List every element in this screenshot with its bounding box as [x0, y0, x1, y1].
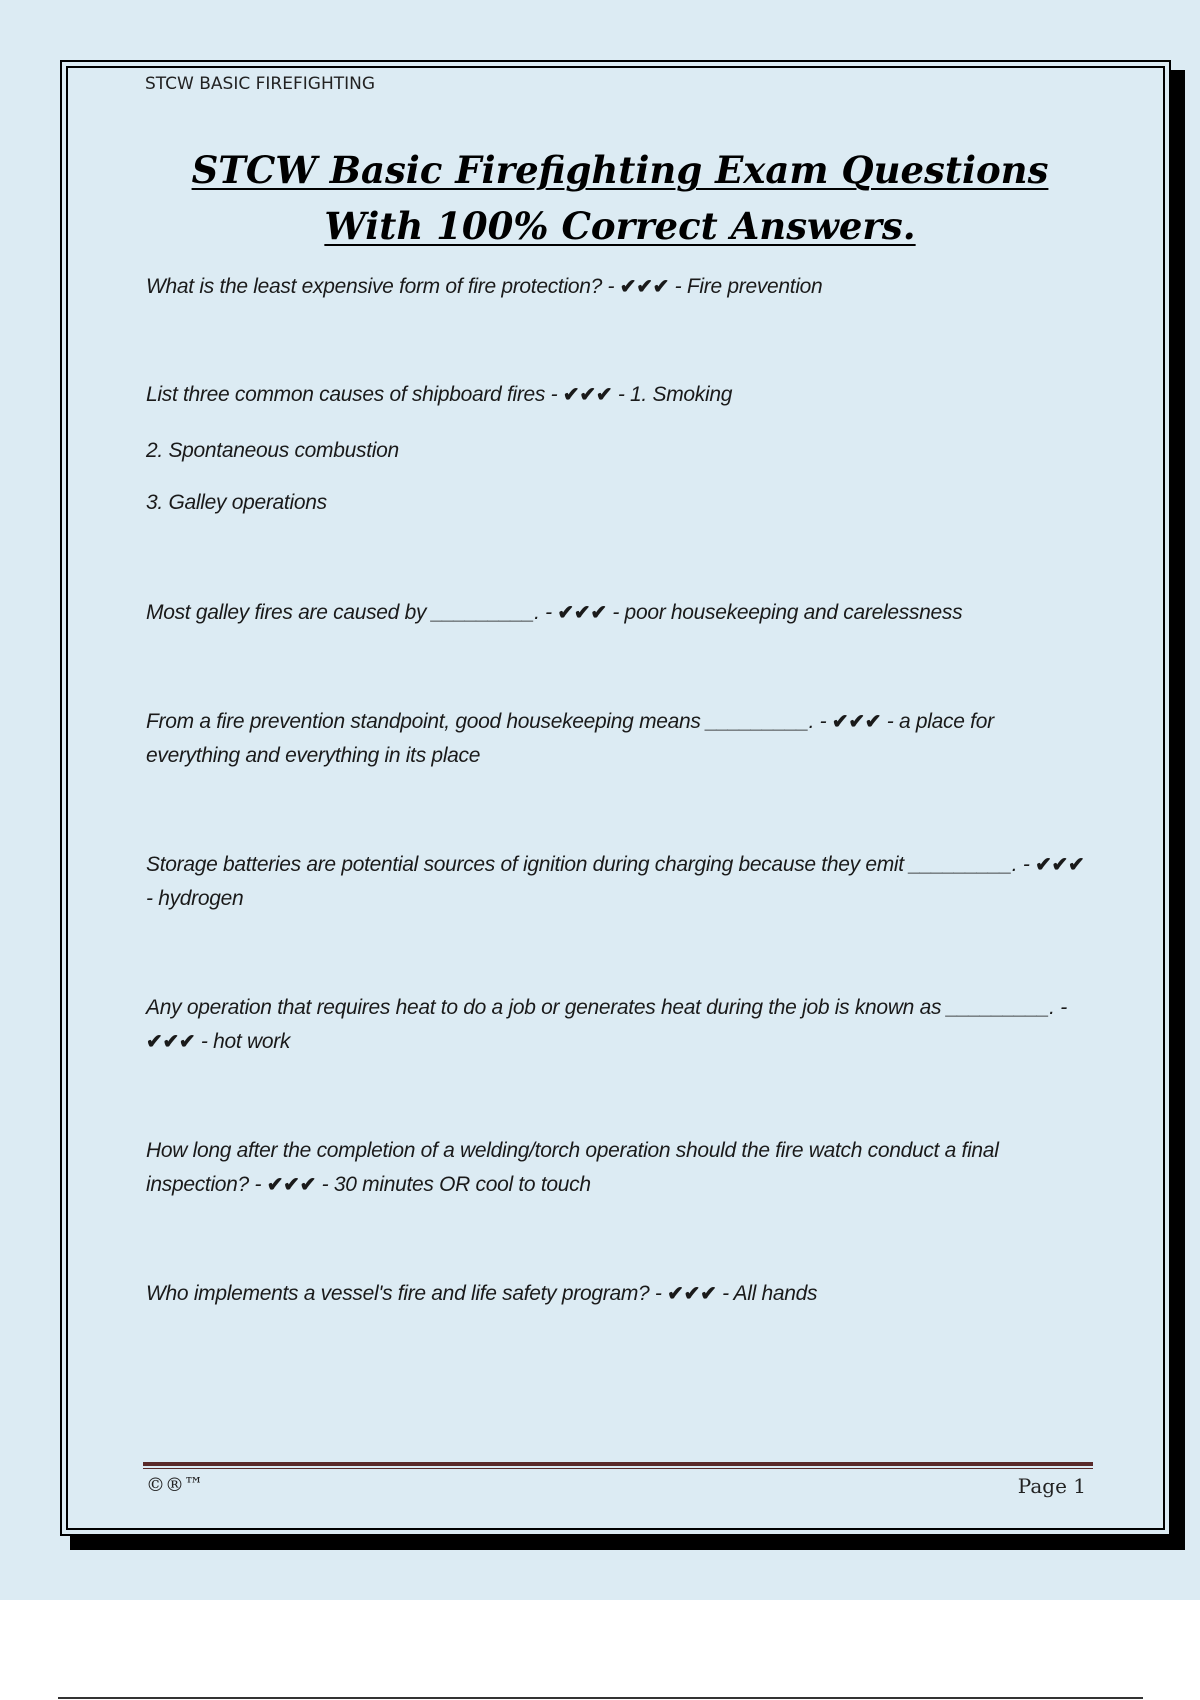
checkmark-icon: ✔✔✔	[1035, 854, 1085, 876]
qa-item	[146, 434, 1086, 468]
question-text: How long after the completion of a welding/torch operation should the fire watch conduct a final inspection? -	[146, 1139, 999, 1196]
question-text: From a fire prevention standpoint, good housekeeping means _________. -	[146, 710, 832, 733]
running-header: STCW BASIC FIREFIGHTING	[145, 74, 376, 94]
next-page-divider	[58, 1697, 1143, 1699]
question-text: Who implements a vessel's fire and life safety program? -	[146, 1282, 668, 1305]
document-title	[120, 142, 1120, 254]
checkmark-icon: ✔✔✔	[562, 384, 613, 406]
answer-text: - a place for everything and everything in its place	[146, 710, 994, 767]
checkmark-icon: ✔✔✔	[266, 1174, 317, 1196]
footer-rule-thin	[143, 1468, 1093, 1469]
checkmark-icon: ✔✔✔	[557, 602, 607, 624]
qa-item	[146, 705, 1086, 773]
qa-item	[146, 378, 1086, 412]
qa-item	[146, 1134, 1086, 1202]
answer-text: - hot work	[195, 1030, 291, 1053]
question-text: What is the least expensive form of fire protection? -	[146, 275, 620, 298]
answer-text: - 30 minutes OR cool to touch	[316, 1173, 591, 1196]
footer-rule	[143, 1462, 1093, 1466]
qa-item	[146, 991, 1086, 1059]
qa-item	[146, 486, 1086, 520]
question-text: 2. Spontaneous combustion	[146, 439, 399, 462]
question-text: Any operation that requires heat to do a job or generates heat during the job is known as _________. -	[146, 996, 1067, 1019]
answer-text: - hydrogen	[146, 887, 244, 910]
answer-text: - Fire prevention	[669, 275, 823, 298]
qa-item	[146, 1277, 1086, 1311]
question-text: List three common causes of shipboard fires -	[146, 383, 563, 406]
answer-text: - 1. Smoking	[612, 383, 733, 406]
qa-item	[146, 270, 1086, 304]
checkmark-icon: ✔✔✔	[667, 1283, 717, 1305]
answer-text: - All hands	[716, 1282, 818, 1305]
qa-item	[146, 848, 1086, 916]
question-text: Most galley fires are caused by _________. -	[146, 601, 558, 624]
title-line-2: With 100% Correct Answers.	[324, 204, 916, 248]
checkmark-icon: ✔✔✔	[831, 711, 882, 733]
checkmark-icon: ✔✔✔	[619, 276, 670, 298]
page-number: Page 1	[1017, 1474, 1086, 1498]
answer-text: - poor housekeeping and carelessness	[606, 601, 963, 624]
question-text: 3. Galley operations	[146, 491, 327, 514]
footer-symbols: ©®™	[146, 1474, 203, 1496]
checkmark-icon: ✔✔✔	[146, 1031, 196, 1053]
title-line-1: STCW Basic Firefighting Exam Questions	[191, 148, 1049, 192]
qa-item	[146, 596, 1086, 630]
question-text: Storage batteries are potential sources of ignition during charging because they emit _________. -	[146, 853, 1036, 876]
